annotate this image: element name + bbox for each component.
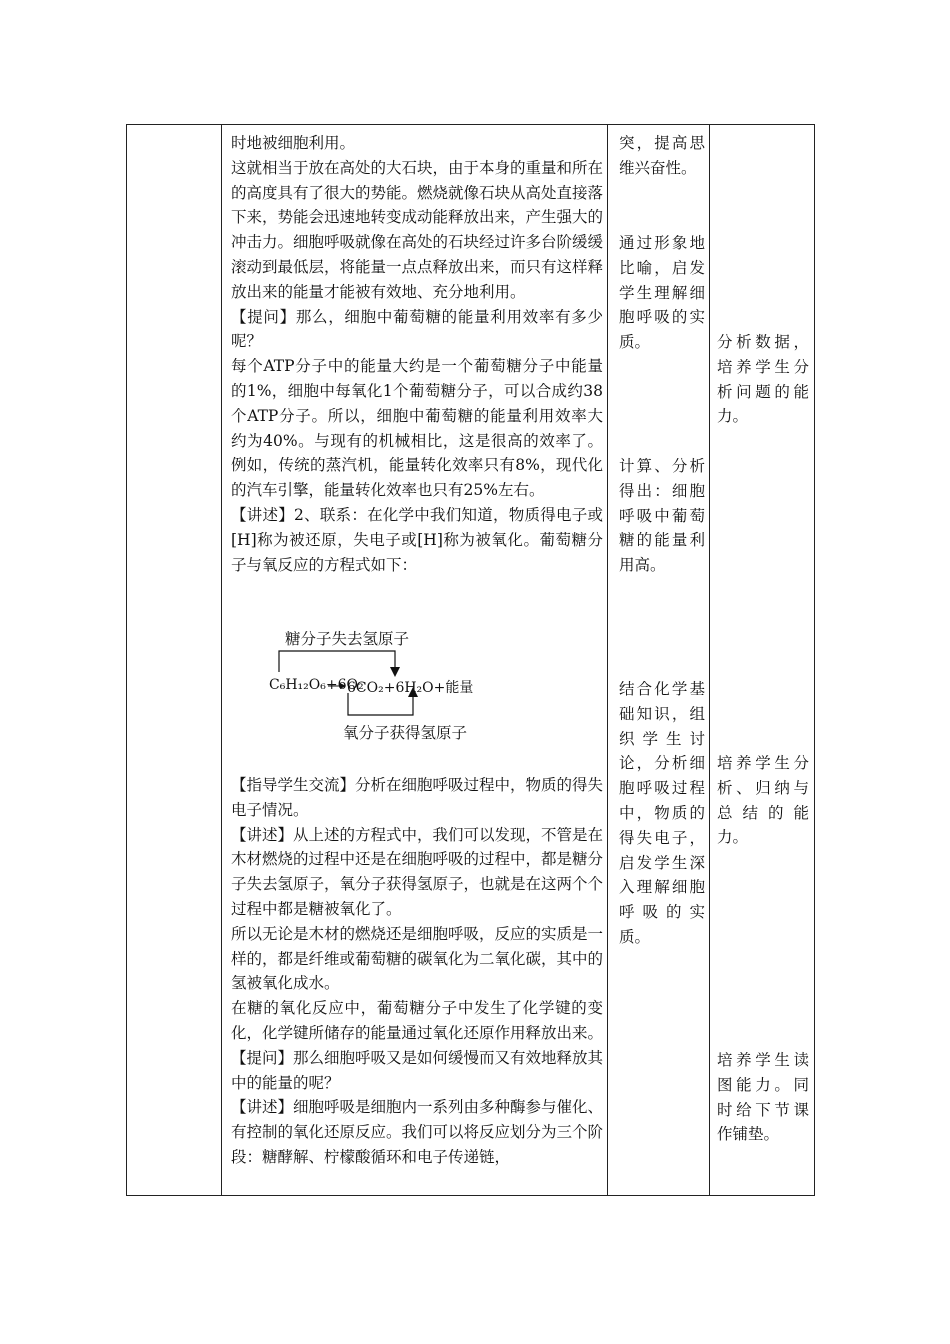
column-divider [709,125,710,1195]
paragraph: 在糖的氧化反应中，葡萄糖分子中发生了化学键的变化，化学键所储存的能量通过氧化还原作用释放出来。 [231,999,604,1042]
paragraph: 这就相当于放在高处的大石块，由于本身的重量和所在的高度具有了很大的势能。燃烧就像石块从高处直接落下来，势能会迅速地转变成动能释放出来，产生强大的冲击力。细胞呼吸就像在高处的石块经过许多台阶缓缓滚动到最低层，将能量一点点释放出来，而只有这样释放出来的能量才能被有效地、充分地利用。 [231,158,604,301]
student-activity-c: 计算、分析得出：细胞呼吸中葡萄糖的能量利用高。 [619,457,705,575]
paragraph: 【讲述】从上述的方程式中，我们可以发现，不管是在木材燃烧的过程中还是在细胞呼吸的过程中，都是糖分子失去氢原子，氧分子获得氢原子，也就是在这两个个过程中都是糖被氧化了。 [231,825,604,918]
column-divider [607,125,608,1195]
lesson-table [126,124,815,1196]
equation-reactants: C₆H₁₂O₆+6O₂ [269,677,364,693]
paragraph: 时地被细胞利用。 [231,134,356,152]
paragraph: 【讲述】2、联系：在化学中我们知道，物质得电子或[H]称为被还原，失电子或[H]称为被氧化。葡萄糖分子与氧反应的方程式如下： [231,505,603,574]
column-divider [221,125,222,1195]
design-intent-a: 分析数据，培养学生分析问题的能力。 [717,333,809,426]
paragraph: 每个ATP分子中的能量大约是一个葡萄糖分子中能量的1%，细胞中每氧化1个葡萄糖分子，可以合成约38个ATP分子。所以，细胞中葡萄糖的能量利用效率大约为40%。与现有的机械相比，这是很高的效率了。例如，传统的蒸汽机，能量转化效率只有8%，现代化的汽车引擎，能量转化效率也只有25%左右。 [231,357,603,500]
design-intent-c: 培养学生读图能力。同时给下节课作铺垫。 [717,1051,809,1144]
paragraph: 【指导学生交流】分析在细胞呼吸过程中，物质的得失电子情况。 [231,776,604,819]
redox-equation-diagram [231,621,603,741]
equation-products: 6CO₂+6H₂O+能量 [347,680,474,696]
student-activity-b: 通过形象地比喻，启发学生理解细胞呼吸的实质。 [619,234,705,352]
paragraph: 【提问】那么细胞呼吸又是如何缓慢而又有效地释放其中的能量的呢？ [231,1048,604,1092]
design-intent-b: 培养学生分析、归纳与总结的能力。 [717,754,809,847]
paragraph: 所以无论是木材的燃烧还是细胞呼吸，反应的实质是一样的，都是纤维或葡萄糖的碳氧化为二氧化碳，其中的氢被氧化成水。 [231,924,604,993]
sugar-loses-hydrogen-label: 糖分子失去氢原子 [285,630,410,648]
teaching-content-column-continued [231,773,603,1170]
teaching-content-column [231,131,603,577]
student-activity-d: 结合化学基础知识，组织学生讨论，分析细胞呼吸过程中，物质的得失电子，启发学生深入理解细胞呼吸的实质。 [619,680,705,946]
paragraph: 【讲述】细胞呼吸是细胞内一系列由多种酶参与催化、有控制的氧化还原反应。我们可以将反应划分为三个阶段：糖酵解、柠檬酸循环和电子传递链， [231,1098,604,1166]
oxygen-gains-hydrogen-label: 氧分子获得氢原子 [343,724,468,742]
student-activity-a: 突，提高思维兴奋性。 [619,134,705,177]
paragraph: 【提问】那么，细胞中葡萄糖的能量利用效率有多少呢？ [231,307,603,351]
